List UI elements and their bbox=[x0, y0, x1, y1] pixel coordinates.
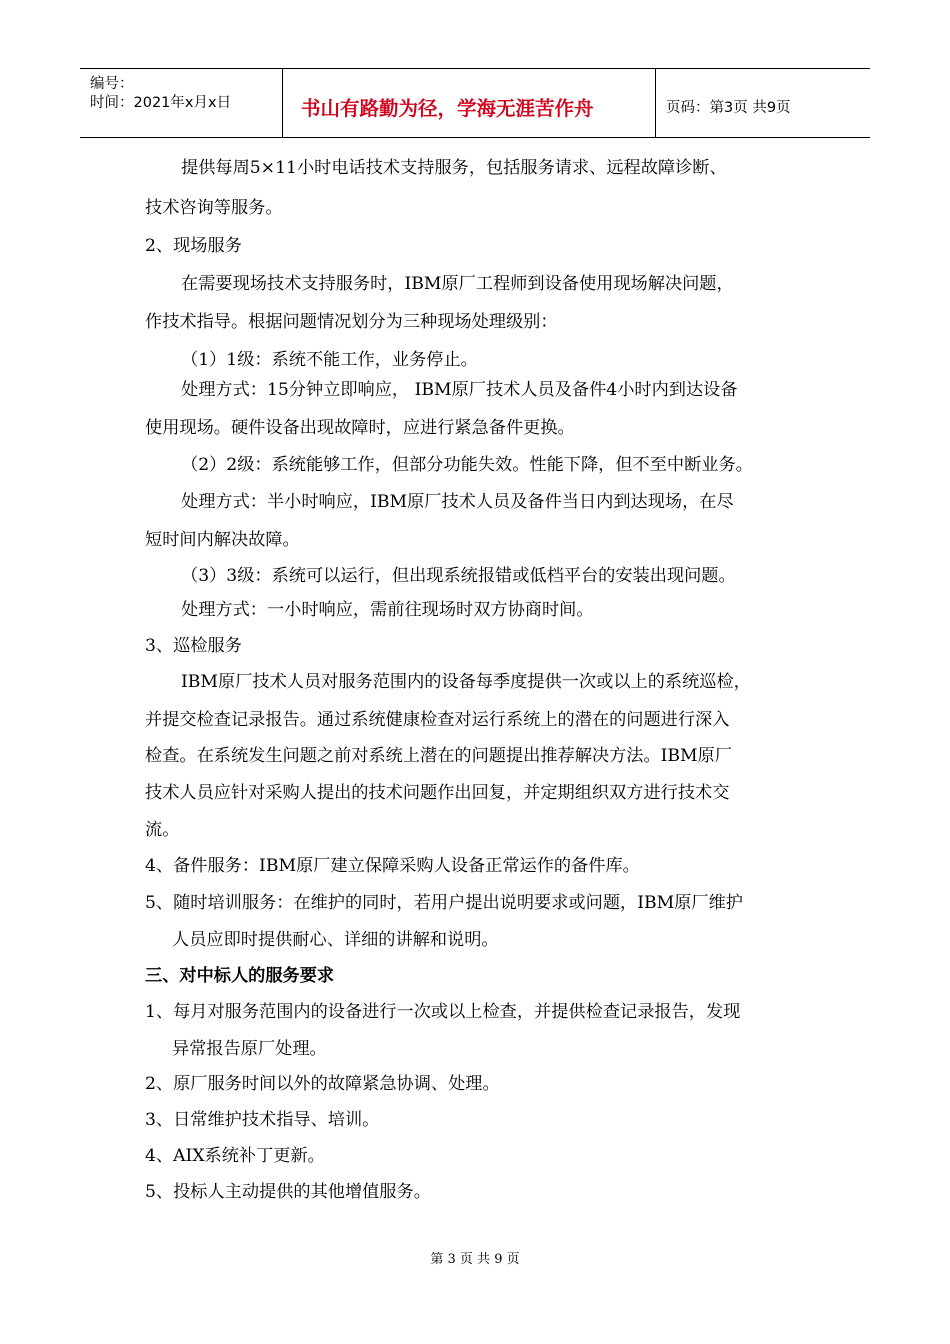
body-line: 2、原厂服务时间以外的故障紧急协调、处理。 bbox=[145, 1074, 500, 1094]
body-line: 人员应即时提供耐心、详细的讲解和说明。 bbox=[172, 930, 499, 950]
body-line: 使用现场。硬件设备出现故障时，应进行紧急备件更换。 bbox=[145, 418, 575, 438]
body-line: 技术咨询等服务。 bbox=[145, 198, 283, 218]
body-line: 并提交检查记录报告。通过系统健康检查对运行系统上的潜在的问题进行深入 bbox=[145, 710, 730, 730]
page-header bbox=[80, 68, 870, 138]
body-line: 短时间内解决故障。 bbox=[145, 530, 300, 550]
body-line: 处理方式：15分钟立即响应， IBM原厂技术人员及备件4小时内到达设备 bbox=[181, 380, 738, 400]
body-line: 检查。在系统发生问题之前对系统上潜在的问题提出推荐解决方法。IBM原厂 bbox=[145, 746, 733, 766]
body-line: 处理方式：一小时响应，需前往现场时双方协商时间。 bbox=[181, 600, 594, 620]
body-line: （3）3级：系统可以运行，但出现系统报错或低档平台的安装出现问题。 bbox=[181, 566, 736, 586]
body-line: （1）1级：系统不能工作，业务停止。 bbox=[181, 350, 478, 370]
header-page-number: 页码：第3页 共9页 bbox=[666, 100, 791, 116]
body-line: 处理方式：半小时响应，IBM原厂技术人员及备件当日内到达现场，在尽 bbox=[181, 492, 734, 512]
header-page-cell bbox=[656, 69, 870, 137]
body-line: 1、每月对服务范围内的设备进行一次或以上检查，并提供检查记录报告，发现 bbox=[145, 1002, 741, 1022]
body-line: 4、AIX系统补丁更新。 bbox=[145, 1146, 325, 1166]
body-line: 流。 bbox=[145, 820, 180, 840]
body-line: 在需要现场技术支持服务时，IBM原厂工程师到设备使用现场解决问题， bbox=[181, 274, 734, 294]
body-line: 5、投标人主动提供的其他增值服务。 bbox=[145, 1182, 431, 1202]
page-footer: 第 3 页 共 9 页 bbox=[430, 1252, 520, 1267]
body-line: 3、日常维护技术指导、培训。 bbox=[145, 1110, 380, 1130]
body-line: 作技术指导。根据问题情况划分为三种现场处理级别： bbox=[145, 312, 558, 332]
body-line: 异常报告原厂处理。 bbox=[172, 1039, 327, 1059]
header-meta-cell bbox=[80, 69, 282, 137]
body-line: 4、备件服务：IBM原厂建立保障采购人设备正常运作的备件库。 bbox=[145, 856, 640, 876]
body-line: IBM原厂技术人员对服务范围内的设备每季度提供一次或以上的系统巡检， bbox=[181, 672, 751, 692]
document-date-label: 时间：2021年x月x日 bbox=[90, 95, 232, 111]
section-heading: 2、现场服务 bbox=[145, 236, 242, 256]
header-motto: 书山有路勤为径，学海无涯苦作舟 bbox=[301, 97, 594, 120]
body-line: （2）2级：系统能够工作，但部分功能失效。性能下降，但不至中断业务。 bbox=[181, 455, 753, 475]
body-line: 提供每周5×11小时电话技术支持服务，包括服务请求、远程故障诊断、 bbox=[181, 158, 727, 178]
section-heading: 3、巡检服务 bbox=[145, 636, 242, 656]
body-line: 5、随时培训服务：在维护的同时，若用户提出说明要求或问题，IBM原厂维护 bbox=[145, 893, 743, 913]
header-motto-cell bbox=[282, 69, 656, 137]
body-line: 技术人员应针对采购人提出的技术问题作出回复，并定期组织双方进行技术交 bbox=[145, 783, 730, 803]
document-code-label: 编号： bbox=[90, 76, 134, 92]
section-title-bold: 三、对中标人的服务要求 bbox=[145, 966, 335, 986]
